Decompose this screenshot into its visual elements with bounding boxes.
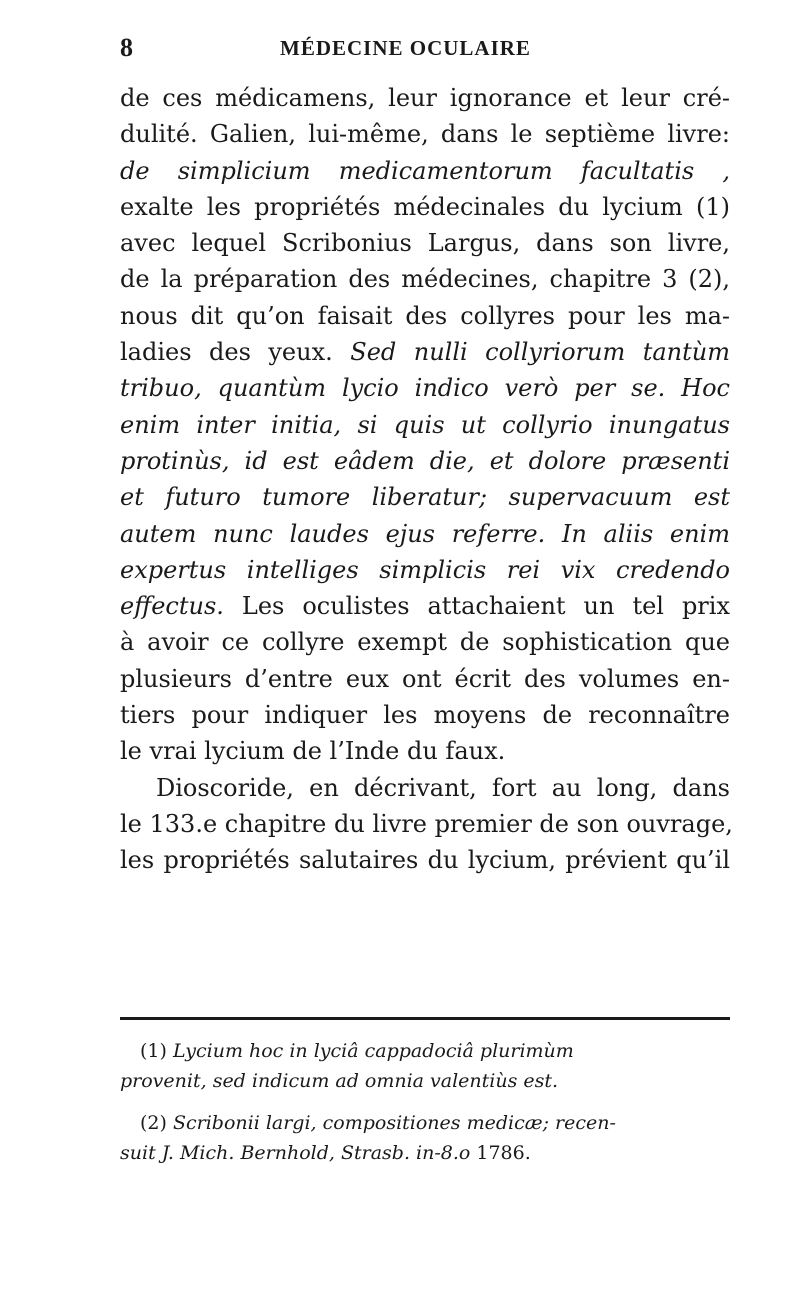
footnote-marker: (1) xyxy=(140,1040,167,1062)
body-line: tiers pour indiquer les moyens de reconnaître xyxy=(120,701,730,730)
latin-quote: effectus. xyxy=(120,592,224,621)
body-line: le 133.e chapitre du livre premier de son ouvrage, xyxy=(120,809,733,838)
body-line: les propriétés salutaires du lycium, prévient qu’il xyxy=(120,846,730,875)
footnote-2 xyxy=(120,1108,730,1138)
footnotes xyxy=(120,1036,730,1168)
body-line: dulité. Galien, lui-même, dans le septième livre: xyxy=(120,120,730,149)
footnote-text: Lycium hoc in lyciâ cappadociâ plurimùm xyxy=(172,1040,574,1062)
footnote-2-continued xyxy=(120,1138,730,1168)
body-line-latin-title: de simplicium medicamentorum facultatis , xyxy=(120,156,730,185)
latin-quote-line: expertus intelliges simplicis rei vix credendo xyxy=(120,555,730,584)
body-line: avec lequel Scribonius Largus, dans son livre, xyxy=(120,229,730,258)
latin-quote-line: tribuo, quantùm lycio indico verò per se. Hoc xyxy=(120,374,730,403)
page-number: 8 xyxy=(120,33,133,62)
body-line xyxy=(120,334,730,370)
body-text-roman: ladies des yeux. xyxy=(120,338,333,367)
latin-quote-line: et futuro tumore liberatur; supervacuum est xyxy=(120,483,730,512)
body-line: à avoir ce collyre exempt de sophistication que xyxy=(120,628,730,657)
body-line: exalte les propriétés médecinales du lycium (1) xyxy=(120,192,730,221)
body-line: de la préparation des médecines, chapitre 3 (2), xyxy=(120,265,730,294)
footnote-text: Scribonii largi, compositiones medicæ; recen- xyxy=(172,1112,616,1134)
latin-quote-line: autem nunc laudes ejus referre. In aliis enim xyxy=(120,519,730,548)
body-line-paragraph-start: Dioscoride, en décrivant, fort au long, dans xyxy=(156,773,730,802)
body-line xyxy=(120,588,730,624)
footnote-year: 1786. xyxy=(476,1142,531,1164)
running-head: MÉDECINE OCULAIRE xyxy=(280,36,531,60)
page-header xyxy=(120,32,720,64)
latin-quote-line: enim inter initia, si quis ut collyrio inungatus xyxy=(120,410,730,439)
body-text xyxy=(120,80,733,879)
footnote-1 xyxy=(120,1036,730,1066)
footnote-rule xyxy=(120,1017,730,1020)
body-line: le vrai lycium de l’Inde du faux. xyxy=(120,737,506,766)
body-line: nous dit qu’on faisait des collyres pour les ma- xyxy=(120,301,730,330)
footnote-1-continued: provenit, sed indicum ad omnia valentiùs est. xyxy=(120,1070,559,1092)
footnote-text: suit J. Mich. Bernhold, Strasb. in-8.o xyxy=(120,1142,471,1164)
body-line: plusieurs d’entre eux ont écrit des volumes en- xyxy=(120,664,730,693)
body-text-roman: Les oculistes attachaient un tel prix xyxy=(241,592,730,621)
latin-quote-line: protinùs, id est eâdem die, et dolore præsenti xyxy=(120,446,730,475)
latin-quote: Sed nulli collyriorum tantùm xyxy=(350,338,730,367)
body-line: de ces médicamens, leur ignorance et leur cré- xyxy=(120,84,730,112)
footnote-marker: (2) xyxy=(140,1112,167,1134)
